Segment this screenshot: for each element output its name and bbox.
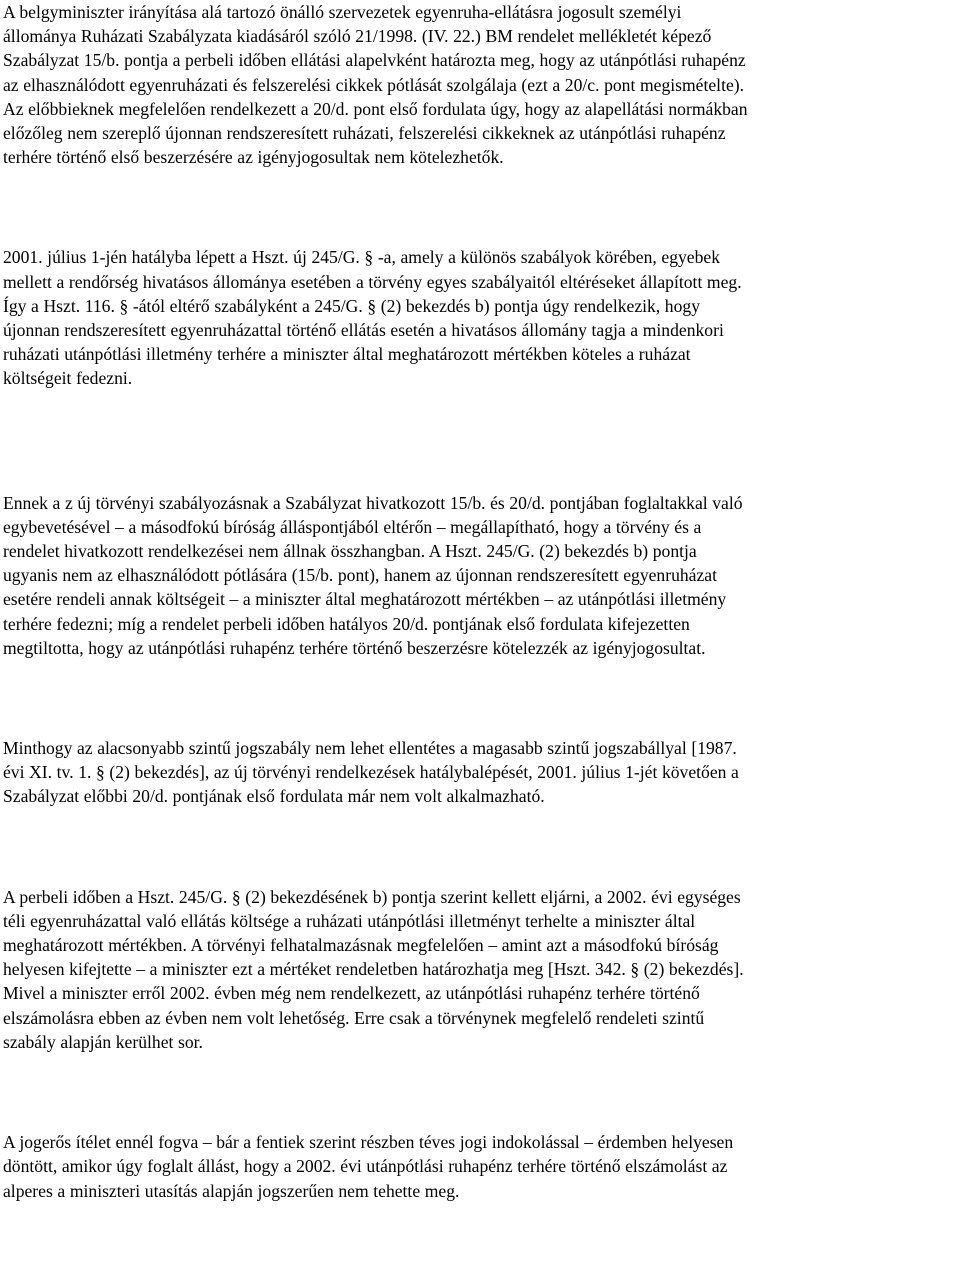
text-line: Így a Hszt. 116. § -ától eltérő szabályként a 245/G. § (2) bekezdés b) pontja úgy rendelkezik, hogy	[3, 295, 700, 316]
text-line: az elhasználódott egyenruházati és felszerelési cikkek pótlását szolgálaja (ezt a 20/c. pont megismételte).	[3, 74, 745, 95]
text-line: alperes a miniszteri utasítás alapján jogszerűen nem tehette meg.	[3, 1180, 460, 1201]
text-line: 2001. július 1-jén hatályba lépett a Hszt. új 245/G. § -a, amely a különös szabályok körében, egyebek	[3, 247, 721, 268]
text-line: Minthogy az alacsonyabb szintű jogszabály nem lehet ellentétes a magasabb szintű jogszabállyal [1987.	[3, 738, 737, 759]
text-line: évi XI. tv. 1. § (2) bekezdés], az új törvényi rendelkezések hatálybalépését, 2001. július 1-jét követően a	[3, 762, 739, 783]
paragraph-1	[3, 0, 957, 169]
document-body	[3, 0, 957, 1203]
paragraph-gap	[3, 1054, 957, 1130]
paragraph-gap	[3, 660, 957, 736]
text-line: téli egyenruházattal való ellátás költsége a ruházati utánpótlási illetményt terhelte a miniszter által	[3, 910, 696, 931]
text-line: A belgyminiszter irányítása alá tartozó önálló szervezetek egyenruha-ellátásra jogosult személyi	[3, 2, 682, 22]
paragraph-3	[3, 491, 957, 660]
text-line: elszámolásra ebben az évben nem volt lehetőség. Erre csak a törvénynek megfelelő rendeleti szintű	[3, 1007, 705, 1028]
paragraph-5	[3, 885, 957, 1054]
text-line: költségeit fedezni.	[3, 368, 133, 389]
text-line: rendelet hivatkozott rendelkezései nem állnak összhangban. A Hszt. 245/G. (2) bekezdés b) pontja	[3, 541, 697, 562]
text-line: döntött, amikor úgy foglalt állást, hogy a 2002. évi utánpótlási ruhapénz terhére történő elszámolást az	[3, 1156, 728, 1177]
text-line: mellett a rendőrség hivatásos állománya esetében a törvény egyes szabályaitól eltéréseket állapított meg.	[3, 271, 742, 292]
paragraph-2	[3, 245, 957, 390]
text-line: előzőleg nem szereplő újonnan rendszeresített ruházati, felszerelési cikkeknek az utánpótlási ruhapénz	[3, 123, 726, 144]
paragraph-6	[3, 1130, 957, 1203]
text-line: esetére rendeli annak költségeit – a miniszter által meghatározott mértékben – az utánpótlási illetmény	[3, 589, 727, 610]
text-line: helyesen kifejtette – a miniszter ezt a mértéket rendeletben határozhatja meg [Hszt. 342. § (2) bekezdés].	[3, 959, 744, 980]
text-line: újonnan rendszeresített egyenruházattal történő ellátás esetén a hivatásos állomány tagja a mindenkori	[3, 320, 724, 341]
text-line: terhére történő első beszerzésére az igényjogosultak nem kötelezhetők.	[3, 147, 504, 168]
text-line: Ennek a z új törvényi szabályozásnak a Szabályzat hivatkozott 15/b. és 20/d. pontjában foglaltakkal való	[3, 492, 743, 513]
text-line: Szabályzat 15/b. pontja a perbeli időben ellátási alapelvként határozta meg, hogy az utánpótlási ruhapénz	[3, 50, 746, 71]
text-line: ruházati utánpótlási illetmény terhére a miniszter által meghatározott mértékben köteles a ruházat	[3, 344, 691, 365]
text-line: Mivel a miniszter erről 2002. évben még nem rendelkezett, az utánpótlási ruhapénz terhére történő	[3, 983, 700, 1004]
text-line: Szabályzat előbbi 20/d. pontjának első fordulata már nem volt alkalmazható.	[3, 786, 545, 807]
text-line: A jogerős ítélet ennél fogva – bár a fentiek szerint részben téves jogi indokolással – érdemben helyesen	[3, 1132, 734, 1153]
text-line: ugyanis nem az elhasználódott pótlására (15/b. pont), hanem az újonnan rendszeresített egyenruházat	[3, 565, 717, 586]
text-line: szabály alapján kerülhet sor.	[3, 1031, 203, 1052]
text-line: állománya Ruházati Szabályzata kiadásáról szóló 21/1998. (IV. 22.) BM rendelet mellékletét képező	[3, 26, 712, 47]
text-line: megtiltotta, hogy az utánpótlási ruhapénz terhére történő beszerzésre kötelezzék az igényjogosultat.	[3, 637, 706, 658]
text-line: A perbeli időben a Hszt. 245/G. § (2) bekezdésének b) pontja szerint kellett eljárni, a 2002. évi egységes	[3, 886, 741, 907]
text-line: egybevetésével – a másodfokú bíróság álláspontjából eltérőn – megállapítható, hogy a törvény és a	[3, 516, 702, 537]
text-line: Az előbbieknek megfelelően rendelkezett a 20/d. pont első fordulata úgy, hogy az alapellátási normákban	[3, 98, 748, 119]
paragraph-gap	[3, 169, 957, 245]
paragraph-gap	[3, 809, 957, 885]
text-line: meghatározott mértékben. A törvényi felhatalmazásnak megfelelően – amint azt a másodfokú bíróság	[3, 935, 719, 956]
text-line: terhére fedezni; míg a rendelet perbeli időben hatályos 20/d. pontjának első fordulata kifejezetten	[3, 613, 690, 634]
paragraph-gap	[3, 391, 957, 491]
paragraph-4	[3, 736, 957, 809]
